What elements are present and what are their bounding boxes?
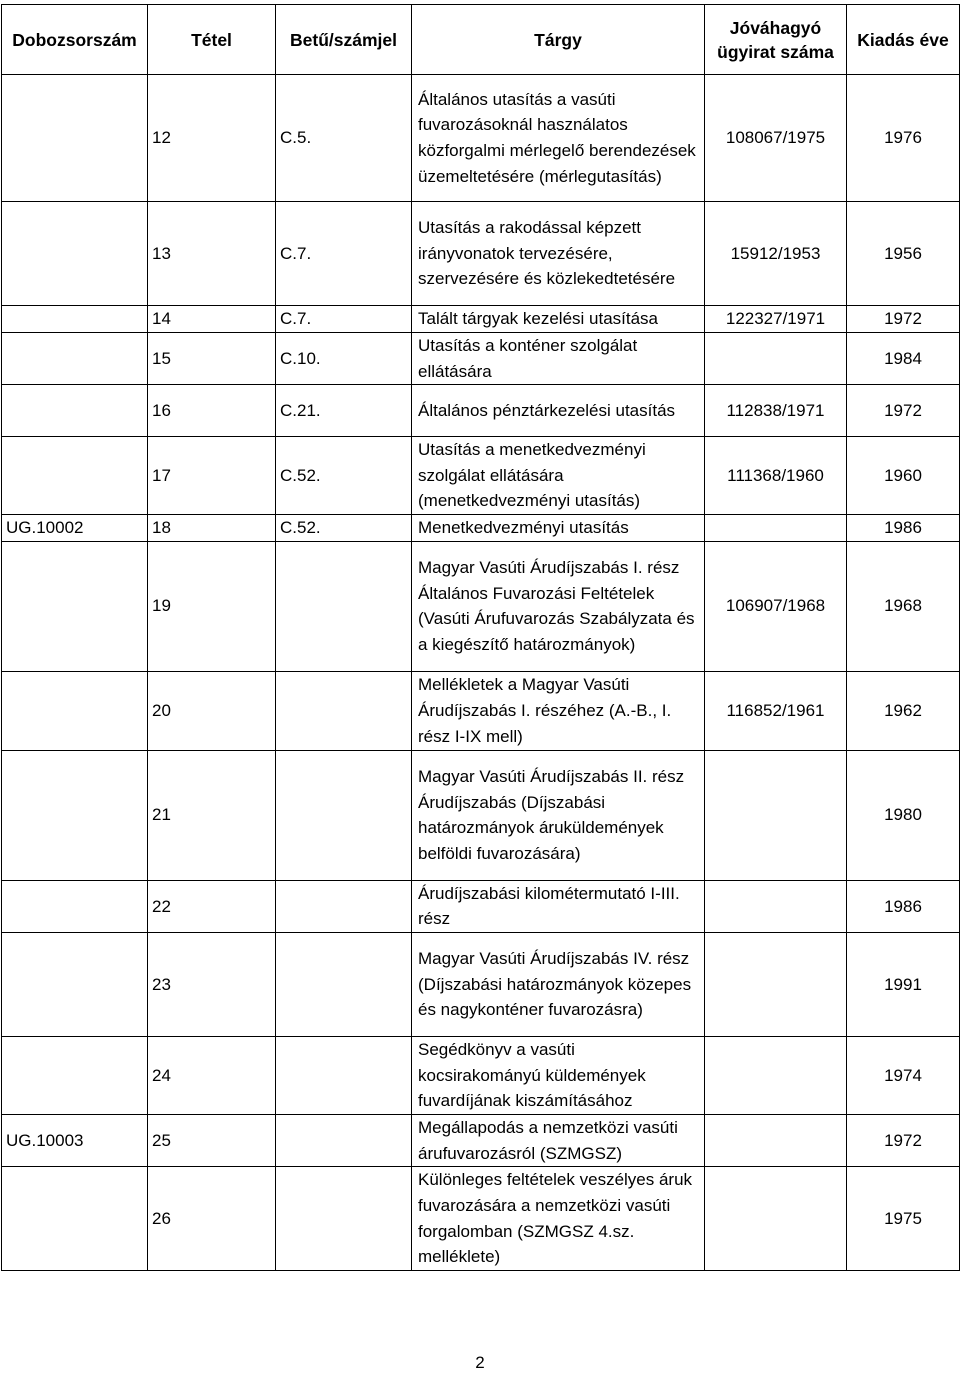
- row-code-cell: [276, 671, 412, 750]
- header-subject: Tárgy: [412, 5, 705, 75]
- row-item-cell: 17: [148, 437, 276, 515]
- row-box-cell: [2, 932, 148, 1036]
- row-approval-cell: [705, 333, 847, 385]
- row-year-cell: 1975: [847, 1167, 960, 1271]
- row-subject-cell: Utasítás a menetkedvezményi szolgálat ellátására (menetkedvezményi utasítás): [412, 437, 705, 515]
- table-body: [2, 75, 960, 1271]
- row-subject-cell: Árudíjszabási kilométermutató I-III. rész: [412, 880, 705, 932]
- row-code-cell: C.7.: [276, 202, 412, 306]
- row-year-cell: 1962: [847, 671, 960, 750]
- row-year-cell: 1974: [847, 1036, 960, 1114]
- row-item-cell: 22: [148, 880, 276, 932]
- page-number: 2: [475, 1353, 485, 1372]
- row-box-cell: [2, 1036, 148, 1114]
- row-year-cell: 1980: [847, 750, 960, 880]
- table-row: [2, 541, 960, 671]
- row-item-cell: 26: [148, 1167, 276, 1271]
- row-approval-cell: 116852/1961: [705, 671, 847, 750]
- archive-index-table: [1, 4, 960, 1271]
- row-approval-cell: [705, 1114, 847, 1166]
- row-code-cell: C.21.: [276, 385, 412, 437]
- row-approval-cell: [705, 1036, 847, 1114]
- table-row: [2, 671, 960, 750]
- table-row: [2, 202, 960, 306]
- row-item-cell: 15: [148, 333, 276, 385]
- row-code-cell: [276, 1036, 412, 1114]
- row-box-cell: [2, 202, 148, 306]
- row-code-cell: [276, 932, 412, 1036]
- row-code-cell: C.5.: [276, 75, 412, 202]
- row-subject-cell: Menetkedvezményi utasítás: [412, 515, 705, 542]
- row-subject-cell: Általános pénztárkezelési utasítás: [412, 385, 705, 437]
- table-row: [2, 1114, 960, 1166]
- row-box-cell: [2, 671, 148, 750]
- row-approval-cell: [705, 515, 847, 542]
- row-box-cell: UG.10002: [2, 515, 148, 542]
- row-subject-cell: Mellékletek a Magyar Vasúti Árudíjszabás I. részéhez (A.-B., I. rész I-IX mell): [412, 671, 705, 750]
- row-subject-cell: Segédkönyv a vasúti kocsirakományú küldemények fuvardíjának kiszámításához: [412, 1036, 705, 1114]
- table-row: [2, 306, 960, 333]
- table-row: [2, 385, 960, 437]
- row-code-cell: [276, 541, 412, 671]
- row-item-cell: 13: [148, 202, 276, 306]
- row-box-cell: [2, 385, 148, 437]
- row-subject-cell: Utasítás a rakodással képzett irányvonatok tervezésére, szervezésére és közlekedtetésére: [412, 202, 705, 306]
- row-item-cell: 21: [148, 750, 276, 880]
- table-row: [2, 75, 960, 202]
- row-approval-cell: 108067/1975: [705, 75, 847, 202]
- row-box-cell: [2, 1167, 148, 1271]
- table-row: [2, 932, 960, 1036]
- row-code-cell: [276, 750, 412, 880]
- row-year-cell: 1984: [847, 333, 960, 385]
- row-code-cell: [276, 1114, 412, 1166]
- row-code-cell: C.7.: [276, 306, 412, 333]
- row-approval-cell: [705, 1167, 847, 1271]
- row-code-cell: [276, 880, 412, 932]
- row-code-cell: C.10.: [276, 333, 412, 385]
- row-approval-cell: 106907/1968: [705, 541, 847, 671]
- row-approval-cell: 122327/1971: [705, 306, 847, 333]
- row-approval-cell: [705, 932, 847, 1036]
- row-item-cell: 14: [148, 306, 276, 333]
- table-row: [2, 750, 960, 880]
- row-approval-cell: [705, 750, 847, 880]
- row-box-cell: UG.10003: [2, 1114, 148, 1166]
- header-item: Tétel: [148, 5, 276, 75]
- row-year-cell: 1960: [847, 437, 960, 515]
- row-year-cell: 1986: [847, 515, 960, 542]
- row-year-cell: 1976: [847, 75, 960, 202]
- row-year-cell: 1972: [847, 306, 960, 333]
- row-box-cell: [2, 880, 148, 932]
- row-box-cell: [2, 333, 148, 385]
- row-year-cell: 1972: [847, 385, 960, 437]
- row-approval-cell: 111368/1960: [705, 437, 847, 515]
- row-subject-cell: Általános utasítás a vasúti fuvarozásoknál használatos közforgalmi mérlegelő berendezések üzemeltetésére (mérlegutasítás): [412, 75, 705, 202]
- row-code-cell: C.52.: [276, 437, 412, 515]
- table-row: [2, 515, 960, 542]
- table-row: [2, 1036, 960, 1114]
- row-year-cell: 1972: [847, 1114, 960, 1166]
- row-item-cell: 18: [148, 515, 276, 542]
- table-header-row: [2, 5, 960, 75]
- row-item-cell: 16: [148, 385, 276, 437]
- row-subject-cell: Talált tárgyak kezelési utasítása: [412, 306, 705, 333]
- header-box: Dobozsorszám: [2, 5, 148, 75]
- row-code-cell: C.52.: [276, 515, 412, 542]
- row-year-cell: 1986: [847, 880, 960, 932]
- row-subject-cell: Különleges feltételek veszélyes áruk fuvarozására a nemzetközi vasúti forgalomban (SZMGSZ 4.sz. melléklete): [412, 1167, 705, 1271]
- row-subject-cell: Magyar Vasúti Árudíjszabás II. rész Árudíjszabás (Díjszabási határozmányok áruküldemények belföldi fuvarozására): [412, 750, 705, 880]
- row-year-cell: 1991: [847, 932, 960, 1036]
- row-code-cell: [276, 1167, 412, 1271]
- row-subject-cell: Megállapodás a nemzetközi vasúti árufuvarozásról (SZMGSZ): [412, 1114, 705, 1166]
- row-item-cell: 20: [148, 671, 276, 750]
- header-code: Betű/számjel: [276, 5, 412, 75]
- row-year-cell: 1956: [847, 202, 960, 306]
- row-subject-cell: Utasítás a konténer szolgálat ellátására: [412, 333, 705, 385]
- row-approval-cell: [705, 880, 847, 932]
- row-item-cell: 19: [148, 541, 276, 671]
- header-approval: [705, 5, 847, 75]
- header-approval-line2: ügyirat száma: [717, 41, 834, 62]
- row-item-cell: 25: [148, 1114, 276, 1166]
- row-year-cell: 1968: [847, 541, 960, 671]
- table-row: [2, 333, 960, 385]
- table-row: [2, 1167, 960, 1271]
- row-subject-cell: Magyar Vasúti Árudíjszabás IV. rész (Díjszabási határozmányok közepes és nagykonténer fuvarozásra): [412, 932, 705, 1036]
- row-box-cell: [2, 306, 148, 333]
- row-box-cell: [2, 541, 148, 671]
- row-box-cell: [2, 437, 148, 515]
- row-item-cell: 23: [148, 932, 276, 1036]
- row-approval-cell: 15912/1953: [705, 202, 847, 306]
- row-subject-cell: Magyar Vasúti Árudíjszabás I. rész Általános Fuvarozási Feltételek (Vasúti Árufuvarozás Szabályzata és a kiegészítő határozmányok): [412, 541, 705, 671]
- row-approval-cell: 112838/1971: [705, 385, 847, 437]
- header-year: Kiadás éve: [847, 5, 960, 75]
- table-row: [2, 880, 960, 932]
- table-row: [2, 437, 960, 515]
- row-box-cell: [2, 75, 148, 202]
- header-approval-line1: Jóváhagyó: [729, 17, 822, 38]
- row-item-cell: 24: [148, 1036, 276, 1114]
- row-item-cell: 12: [148, 75, 276, 202]
- row-box-cell: [2, 750, 148, 880]
